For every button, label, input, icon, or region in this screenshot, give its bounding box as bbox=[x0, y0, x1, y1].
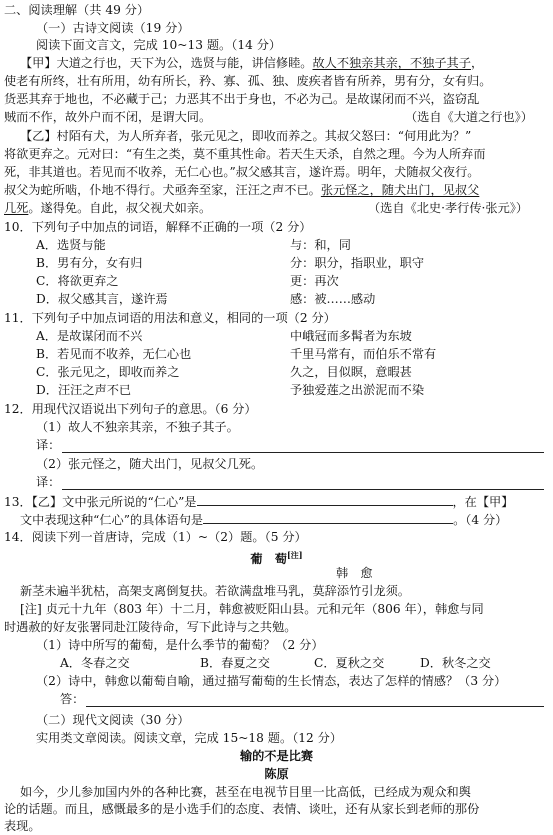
q10-option-c: C．将欲更弃之 bbox=[36, 274, 119, 288]
yi-underlined-sentence: 张元怪之，随犬出门，见叔父 bbox=[320, 183, 480, 197]
q13-text-4: 。（4 分） bbox=[453, 513, 508, 527]
q10-option-c-gloss: 更：再次 bbox=[290, 274, 339, 288]
q14-option-b[interactable]: B．春夏之交 bbox=[200, 656, 270, 670]
article-para-line-2: 论的话题。而且，感慨最多的是小选手们的态度、表情、谈吐，还有从家长到老师的那份 bbox=[4, 802, 480, 816]
yi-source: （选自《北史·孝行传·张元》） bbox=[368, 201, 529, 215]
q12-answer-2-blank[interactable] bbox=[62, 474, 544, 490]
q10-option-d: D．叔父感其言，遂许焉 bbox=[36, 292, 168, 306]
q11-option-a-compare: 中峨冠而多髯者为东坡 bbox=[290, 329, 412, 343]
q13-blank-2[interactable] bbox=[203, 511, 453, 524]
q14-sub-1: （1）诗中所写的葡萄，是什么季节的葡萄？（2 分） bbox=[36, 638, 324, 652]
article-author: 陈原 bbox=[264, 767, 289, 781]
q14-option-c[interactable]: C．夏秋之交 bbox=[314, 656, 385, 670]
poem-title bbox=[0, 547, 553, 568]
yi-line-1: 【乙】村陌有犬，为人所弃者，张元见之，即收而养之。其叔父怒曰：“何用此为？” bbox=[20, 129, 472, 143]
q14-sub-2: （2）诗中，韩愈以葡萄自喻，通过描写葡萄的生长情态，表达了怎样的情感？（3 分） bbox=[36, 674, 507, 688]
q11-stem: 11．下列句子中加点词语的用法和意义，相同的一项（2 分） bbox=[4, 311, 336, 325]
q14-stem: 14．阅读下列一首唐诗，完成（1）~（2）题。（5 分） bbox=[4, 530, 307, 544]
q13-line-2 bbox=[20, 511, 507, 529]
jia-line-3: 货恶其弃于地也，不必藏于己；力恶其不出于身也，不必为己。是故谋闭而不兴，盗窃乱 bbox=[4, 92, 480, 106]
q10-option-d-gloss: 感：被……感动 bbox=[290, 292, 376, 306]
q10-option-a-gloss: 与：和，同 bbox=[290, 238, 351, 252]
q13-text-1: 13．【乙】文中张元所说的“仁心”是 bbox=[4, 495, 197, 509]
article-title: 输的不是比赛 bbox=[239, 749, 314, 763]
article-para-line-1: 如今，少儿参加国内外的各种比赛，甚至在电视节目里一比高低，已经成为观众和舆 bbox=[20, 785, 471, 799]
q14-answer-label: 答： bbox=[60, 692, 85, 706]
part2-instruction: 实用类文章阅读。阅读文章，完成 15~18 题。（12 分） bbox=[36, 731, 343, 745]
yi-underlined-end: 几死 bbox=[4, 201, 29, 215]
q14-option-a[interactable]: A．冬春之交 bbox=[60, 656, 130, 670]
q11-option-d-compare: 予独爱莲之出淤泥而不染 bbox=[290, 383, 425, 397]
q13-line-1 bbox=[4, 493, 513, 511]
q12-answer-1-blank[interactable] bbox=[62, 437, 544, 453]
poem-note-line-1: [注] 贞元十九年（803 年）十二月，韩愈被贬阳山县。元和元年（806 年），韩愈与同 bbox=[20, 602, 484, 616]
q12-answer-2-label: 译： bbox=[36, 475, 61, 489]
q10-option-b: B．男有分，女有归 bbox=[36, 256, 143, 270]
yi-line-4 bbox=[4, 182, 479, 199]
article-para-line-3: 表现。 bbox=[4, 819, 41, 833]
yi-line-5 bbox=[4, 200, 211, 217]
q14-answer-blank[interactable] bbox=[86, 691, 544, 707]
q13-text-3: 文中表现这种“仁心”的具体语句是 bbox=[20, 513, 204, 527]
q12-sentence-1: （1）故人不独亲其亲，不独子其子。 bbox=[36, 420, 239, 434]
part1-instruction: 阅读下面文言文，完成 10~13 题。（14 分） bbox=[36, 38, 282, 52]
q11-option-b: B．若见而不收养，无仁心也 bbox=[36, 347, 192, 361]
yi-line-4-text: 叔父为蛇所啮，仆地不得行。犬亟奔至家，汪汪之声不已。 bbox=[4, 183, 321, 197]
q11-option-c: C．张元见之，即收而养之 bbox=[36, 365, 180, 379]
q13-blank-1[interactable] bbox=[197, 493, 453, 506]
jia-source: （选自《大道之行也》） bbox=[405, 110, 533, 124]
poem-text: 新茎未遍半犹枯，高架支离倒复扶。若欲满盘堆马乳，莫辞添竹引龙须。 bbox=[20, 584, 410, 598]
q11-option-d: D．汪汪之声不已 bbox=[36, 383, 132, 397]
section-title: 二、阅读理解（共 49 分） bbox=[4, 3, 150, 17]
part2-heading: （二）现代文阅读（30 分） bbox=[36, 713, 190, 727]
q11-option-a: A．是故谋闭而不兴 bbox=[36, 329, 143, 343]
jia-line-1 bbox=[20, 55, 483, 72]
poem-note-line-2: 时遇赦的好友张署同赴江陵待命，写下此诗与之共勉。 bbox=[4, 620, 297, 634]
q14-option-d[interactable]: D．秋冬之交 bbox=[420, 656, 491, 670]
poem-title-text: 葡 萄 bbox=[250, 552, 287, 567]
yi-line-2: 将欲更弃之。元对曰：“有生之类，莫不重其性命。若天生天杀，自然之理。今为人所弃而 bbox=[4, 147, 486, 161]
jia-line-1-punct: ， bbox=[470, 56, 484, 70]
q12-sentence-2: （2）张元怪之，随犬出门，见叔父几死。 bbox=[36, 457, 264, 471]
jia-underlined-sentence: 故人不独亲其亲，不独子其子 bbox=[312, 56, 471, 70]
q10-option-b-gloss: 分：职分，指职业，职守 bbox=[290, 256, 425, 270]
q12-stem: 12．用现代汉语说出下列句子的意思。（6 分） bbox=[4, 402, 257, 416]
q10-option-a: A．选贤与能 bbox=[36, 238, 106, 252]
jia-line-4: 贼而不作，故外户而不闭，是谓大同。 bbox=[4, 110, 212, 124]
yi-line-5-text: 。遂得免。自此，叔父视犬如亲。 bbox=[28, 201, 212, 215]
q11-option-c-compare: 久之，目似瞑，意暇甚 bbox=[290, 365, 412, 379]
poem-author: 韩 愈 bbox=[336, 566, 373, 580]
q12-answer-1-label: 译： bbox=[36, 438, 61, 452]
jia-line-1-text: 【甲】大道之行也，天下为公，选贤与能，讲信修睦。 bbox=[20, 56, 313, 70]
part1-heading: （一）古诗文阅读（19 分） bbox=[36, 21, 190, 35]
q11-option-b-compare: 千里马常有，而伯乐不常有 bbox=[290, 347, 437, 361]
yi-line-3: 死，非其道也。若见而不收养，无仁心也。”叔父感其言，遂许焉。明年，犬随叔父夜行。 bbox=[4, 165, 480, 179]
q13-text-2: ，在【甲】 bbox=[452, 495, 514, 509]
poem-note-mark: [注] bbox=[286, 550, 303, 560]
q10-stem: 10．下列句子中加点的词语，解释不正确的一项（2 分） bbox=[4, 220, 312, 234]
jia-line-2: 使老有所终，壮有所用，幼有所长，矜、寡、孤、独、废疾者皆有所养，男有分，女有归。 bbox=[4, 74, 492, 88]
